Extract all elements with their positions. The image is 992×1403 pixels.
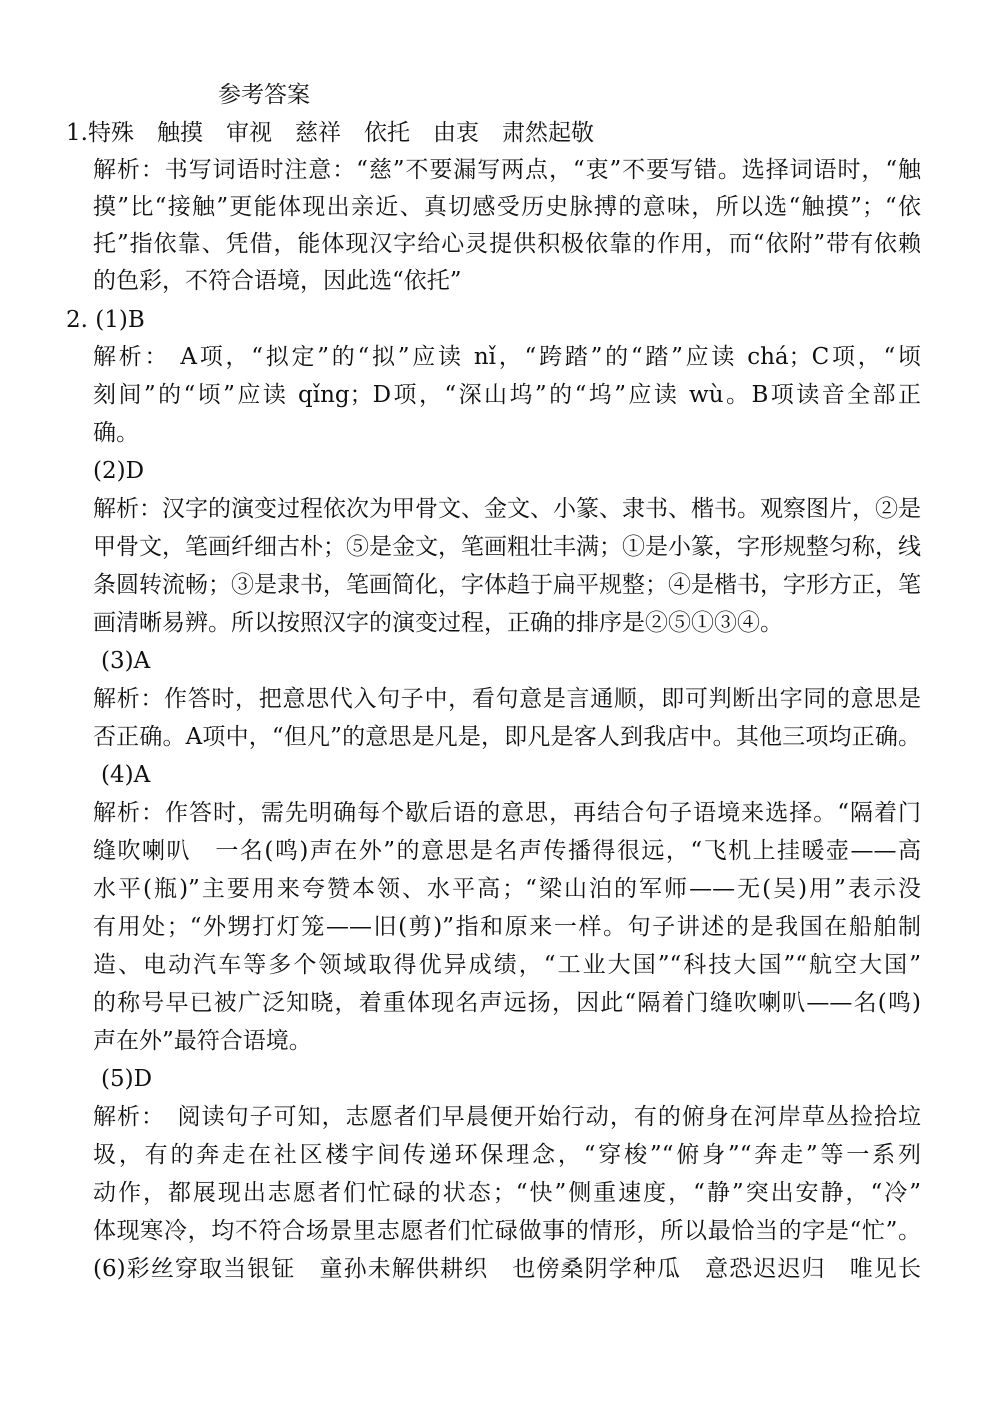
answer-2-4-analysis-line: 缝吹喇叭 一名(鸣)声在外”的意思是名声传播得很远，“飞机上挂暖壶——高 bbox=[93, 838, 921, 864]
answer-2-2-line: (2)D bbox=[93, 458, 145, 484]
answer-2-1-analysis-line: 解析： A项，“拟定”的“拟”应读 nǐ，“跨踏”的“踏”应读 chá；C项，“顷 bbox=[93, 344, 921, 370]
answer-1-analysis-line: 摸”比“接触”更能体现出亲近、真切感受历史脉搏的意味，所以选“触摸”；“依 bbox=[93, 194, 921, 220]
answer-2-4-analysis-line: 有用处；“外甥打灯笼——旧(剪)”指和原来一样。句子讲述的是我国在船舶制 bbox=[93, 914, 921, 940]
answer-2-5-analysis-line: 动作，都展现出志愿者们忙碌的状态；“快”侧重速度，“静”突出安静，“冷” bbox=[93, 1180, 921, 1206]
answer-1-analysis-line: 的色彩，不符合语境，因此选“依托” bbox=[93, 268, 462, 294]
answer-2-3-line: (3)A bbox=[101, 648, 151, 674]
answer-2-2-analysis-line: 条圆转流畅；③是隶书，笔画简化，字体趋于扁平规整；④是楷书，字形方正，笔 bbox=[93, 572, 921, 598]
answer-2-5-line: (5)D bbox=[101, 1066, 153, 1092]
answer-2-4-line: (4)A bbox=[101, 762, 151, 788]
answer-2-4-analysis-line: 解析：作答时，需先明确每个歇后语的意思，再结合句子语境来选择。“隔着门 bbox=[93, 800, 921, 826]
answer-2-5-analysis-line: 圾，有的奔走在社区楼宇间传递环保理念，“穿梭”“俯身”“奔走”等一系列 bbox=[93, 1142, 921, 1168]
answer-2-4-analysis-line: 水平(瓶)”主要用来夸赞本领、水平高；“梁山泊的军师——无(吴)用”表示没 bbox=[93, 876, 921, 902]
answer-2-3-analysis-line: 解析：作答时，把意思代入句子中，看句意是言通顺，即可判断出字同的意思是 bbox=[93, 686, 921, 712]
answer-1-analysis-line: 解析：书写词语时注意：“慈”不要漏写两点，“衷”不要写错。选择词语时，“触 bbox=[93, 157, 921, 183]
answer-2-5-analysis-line: 解析： 阅读句子可知，志愿者们早晨便开始行动，有的俯身在河岸草丛捡拾垃 bbox=[93, 1104, 921, 1130]
answer-2-1-line: 2. (1)B bbox=[66, 307, 145, 333]
answer-2-5-analysis-line: 体现寒冷，均不符合场景里志愿者们忙碌做事的情形，所以最恰当的字是“忙”。 bbox=[93, 1218, 921, 1244]
answer-2-2-analysis-line: 解析：汉字的演变过程依次为甲骨文、金文、小篆、隶书、楷书。观察图片，②是 bbox=[93, 496, 921, 522]
answer-2-1-analysis-line: 刻间”的“顷”应读 qǐng；D项，“深山坞”的“坞”应读 wù。B项读音全部正 bbox=[93, 382, 921, 408]
answer-1-line: 1.特殊 触摸 审视 慈祥 依托 由衷 肃然起敬 bbox=[66, 120, 594, 146]
answer-2-2-analysis-line: 甲骨文，笔画纤细古朴；⑤是金文，笔画粗壮丰满；①是小篆，字形规整匀称，线 bbox=[93, 534, 921, 560]
answer-2-2-analysis-line: 画清晰易辨。所以按照汉字的演变过程，正确的排序是②⑤①③④。 bbox=[93, 610, 783, 636]
answer-2-1-analysis-line: 确。 bbox=[93, 420, 139, 446]
answer-2-3-analysis-line: 否正确。A项中，“但凡”的意思是凡是，即凡是客人到我店中。其他三项均正确。 bbox=[93, 724, 921, 750]
answer-2-4-analysis-line: 声在外”最符合语境。 bbox=[93, 1028, 312, 1054]
answer-2-4-analysis-line: 造、电动汽车等多个领域取得优异成绩，“工业大国”“科技大国”“航空大国” bbox=[93, 952, 921, 978]
answer-2-6-line: (6)彩丝穿取当银钲 童孙未解供耕织 也傍桑阴学种瓜 意恐迟迟归 唯见长 bbox=[93, 1256, 921, 1282]
page-title: 参考答案 bbox=[218, 82, 310, 108]
answer-2-4-analysis-line: 的称号早已被广泛知晓，着重体现名声远扬，因此“隔着门缝吹喇叭——名(鸣) bbox=[93, 990, 921, 1016]
answer-1-analysis-line: 托”指依靠、凭借，能体现汉字给心灵提供积极依靠的作用，而“依附”带有依赖 bbox=[93, 231, 921, 257]
